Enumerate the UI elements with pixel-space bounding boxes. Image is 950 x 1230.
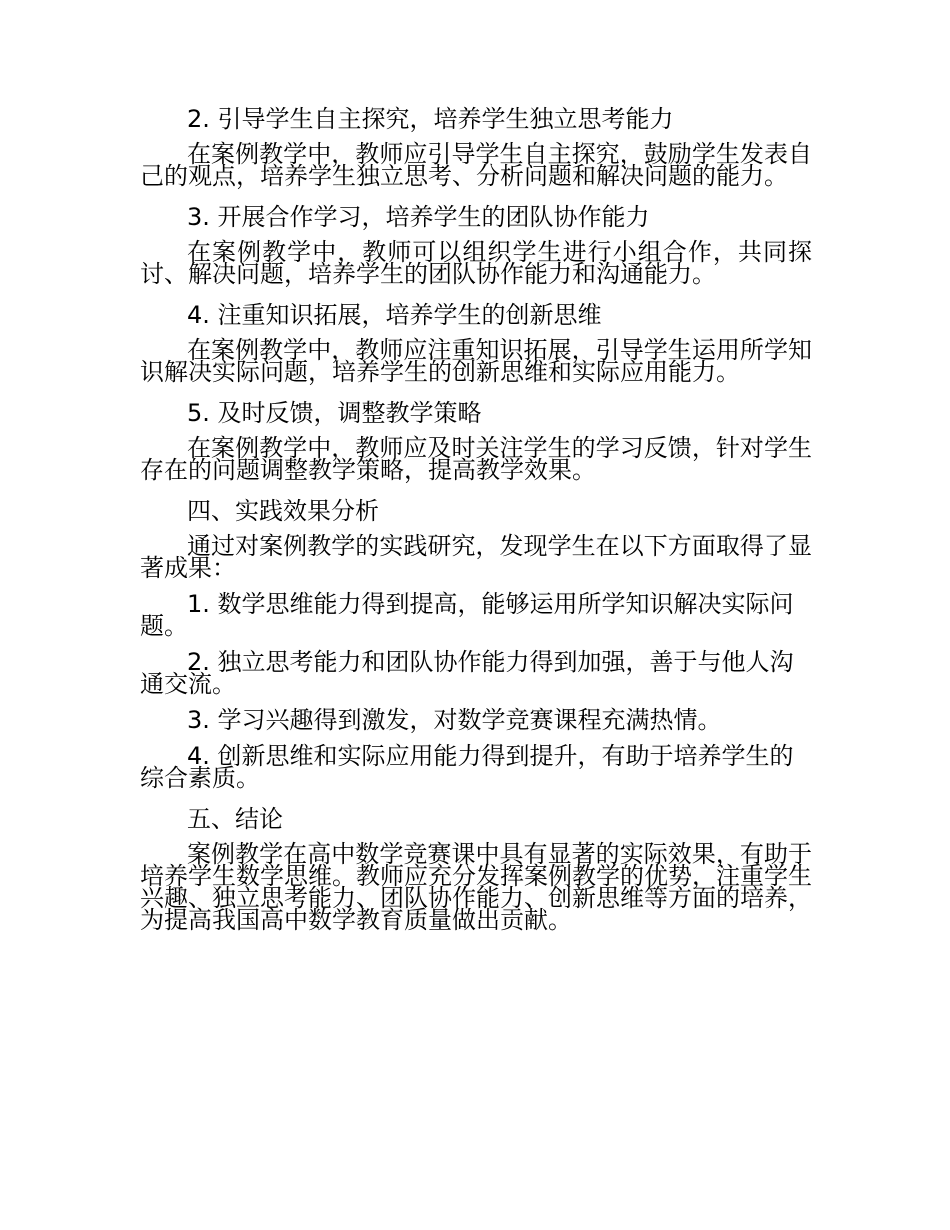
paragraph-cooperative-learning: 在案例教学中，教师可以组织学生进行小组合作，共同探讨、解决问题，培养学生的团队协作能力和沟通能力。 xyxy=(140,238,812,288)
paragraph-practice-intro: 通过对案例教学的实践研究，发现学生在以下方面取得了显著成果： xyxy=(140,532,812,582)
section-heading-conclusion: 五、结论 xyxy=(187,805,283,833)
list-item-3: 3. 学习兴趣得到激发，对数学竞赛课程充满热情。 xyxy=(187,706,722,734)
list-item-1: 1. 数学思维能力得到提高，能够运用所学知识解决实际问题。 xyxy=(140,590,794,640)
paragraph-conclusion: 案例教学在高中数学竞赛课中具有显著的实际效果，有助于培养学生数学思维。教师应充分发挥案例教学的优势，注重学生兴趣、独立思考能力、团队协作能力、创新思维等方面的培养，为提高我国高中数学教育质量做出贡献。 xyxy=(140,840,812,934)
section-heading-2: 2. 引导学生自主探究，培养学生独立思考能力 xyxy=(187,105,674,133)
list-item-2: 2. 独立思考能力和团队协作能力得到加强，善于与他人沟通交流。 xyxy=(140,648,794,698)
section-heading-4: 4. 注重知识拓展，培养学生的创新思维 xyxy=(187,301,602,329)
paragraph-independent-thinking: 在案例教学中，教师应引导学生自主探究，鼓励学生发表自己的观点，培养学生独立思考、分析问题和解决问题的能力。 xyxy=(140,140,812,190)
list-item-4: 4. 创新思维和实际应用能力得到提升，有助于培养学生的综合素质。 xyxy=(140,742,794,792)
paragraph-feedback: 在案例教学中，教师应及时关注学生的学习反馈，针对学生存在的问题调整教学策略，提高教学效果。 xyxy=(140,434,812,484)
section-heading-3: 3. 开展合作学习，培养学生的团队协作能力 xyxy=(187,203,650,231)
paragraph-knowledge-expansion: 在案例教学中，教师应注重知识拓展，引导学生运用所学知识解决实际问题，培养学生的创新思维和实际应用能力。 xyxy=(140,336,812,386)
section-heading-5: 5. 及时反馈，调整教学策略 xyxy=(187,399,482,427)
section-heading-practice-analysis: 四、实践效果分析 xyxy=(187,497,379,525)
document-page xyxy=(140,103,812,945)
